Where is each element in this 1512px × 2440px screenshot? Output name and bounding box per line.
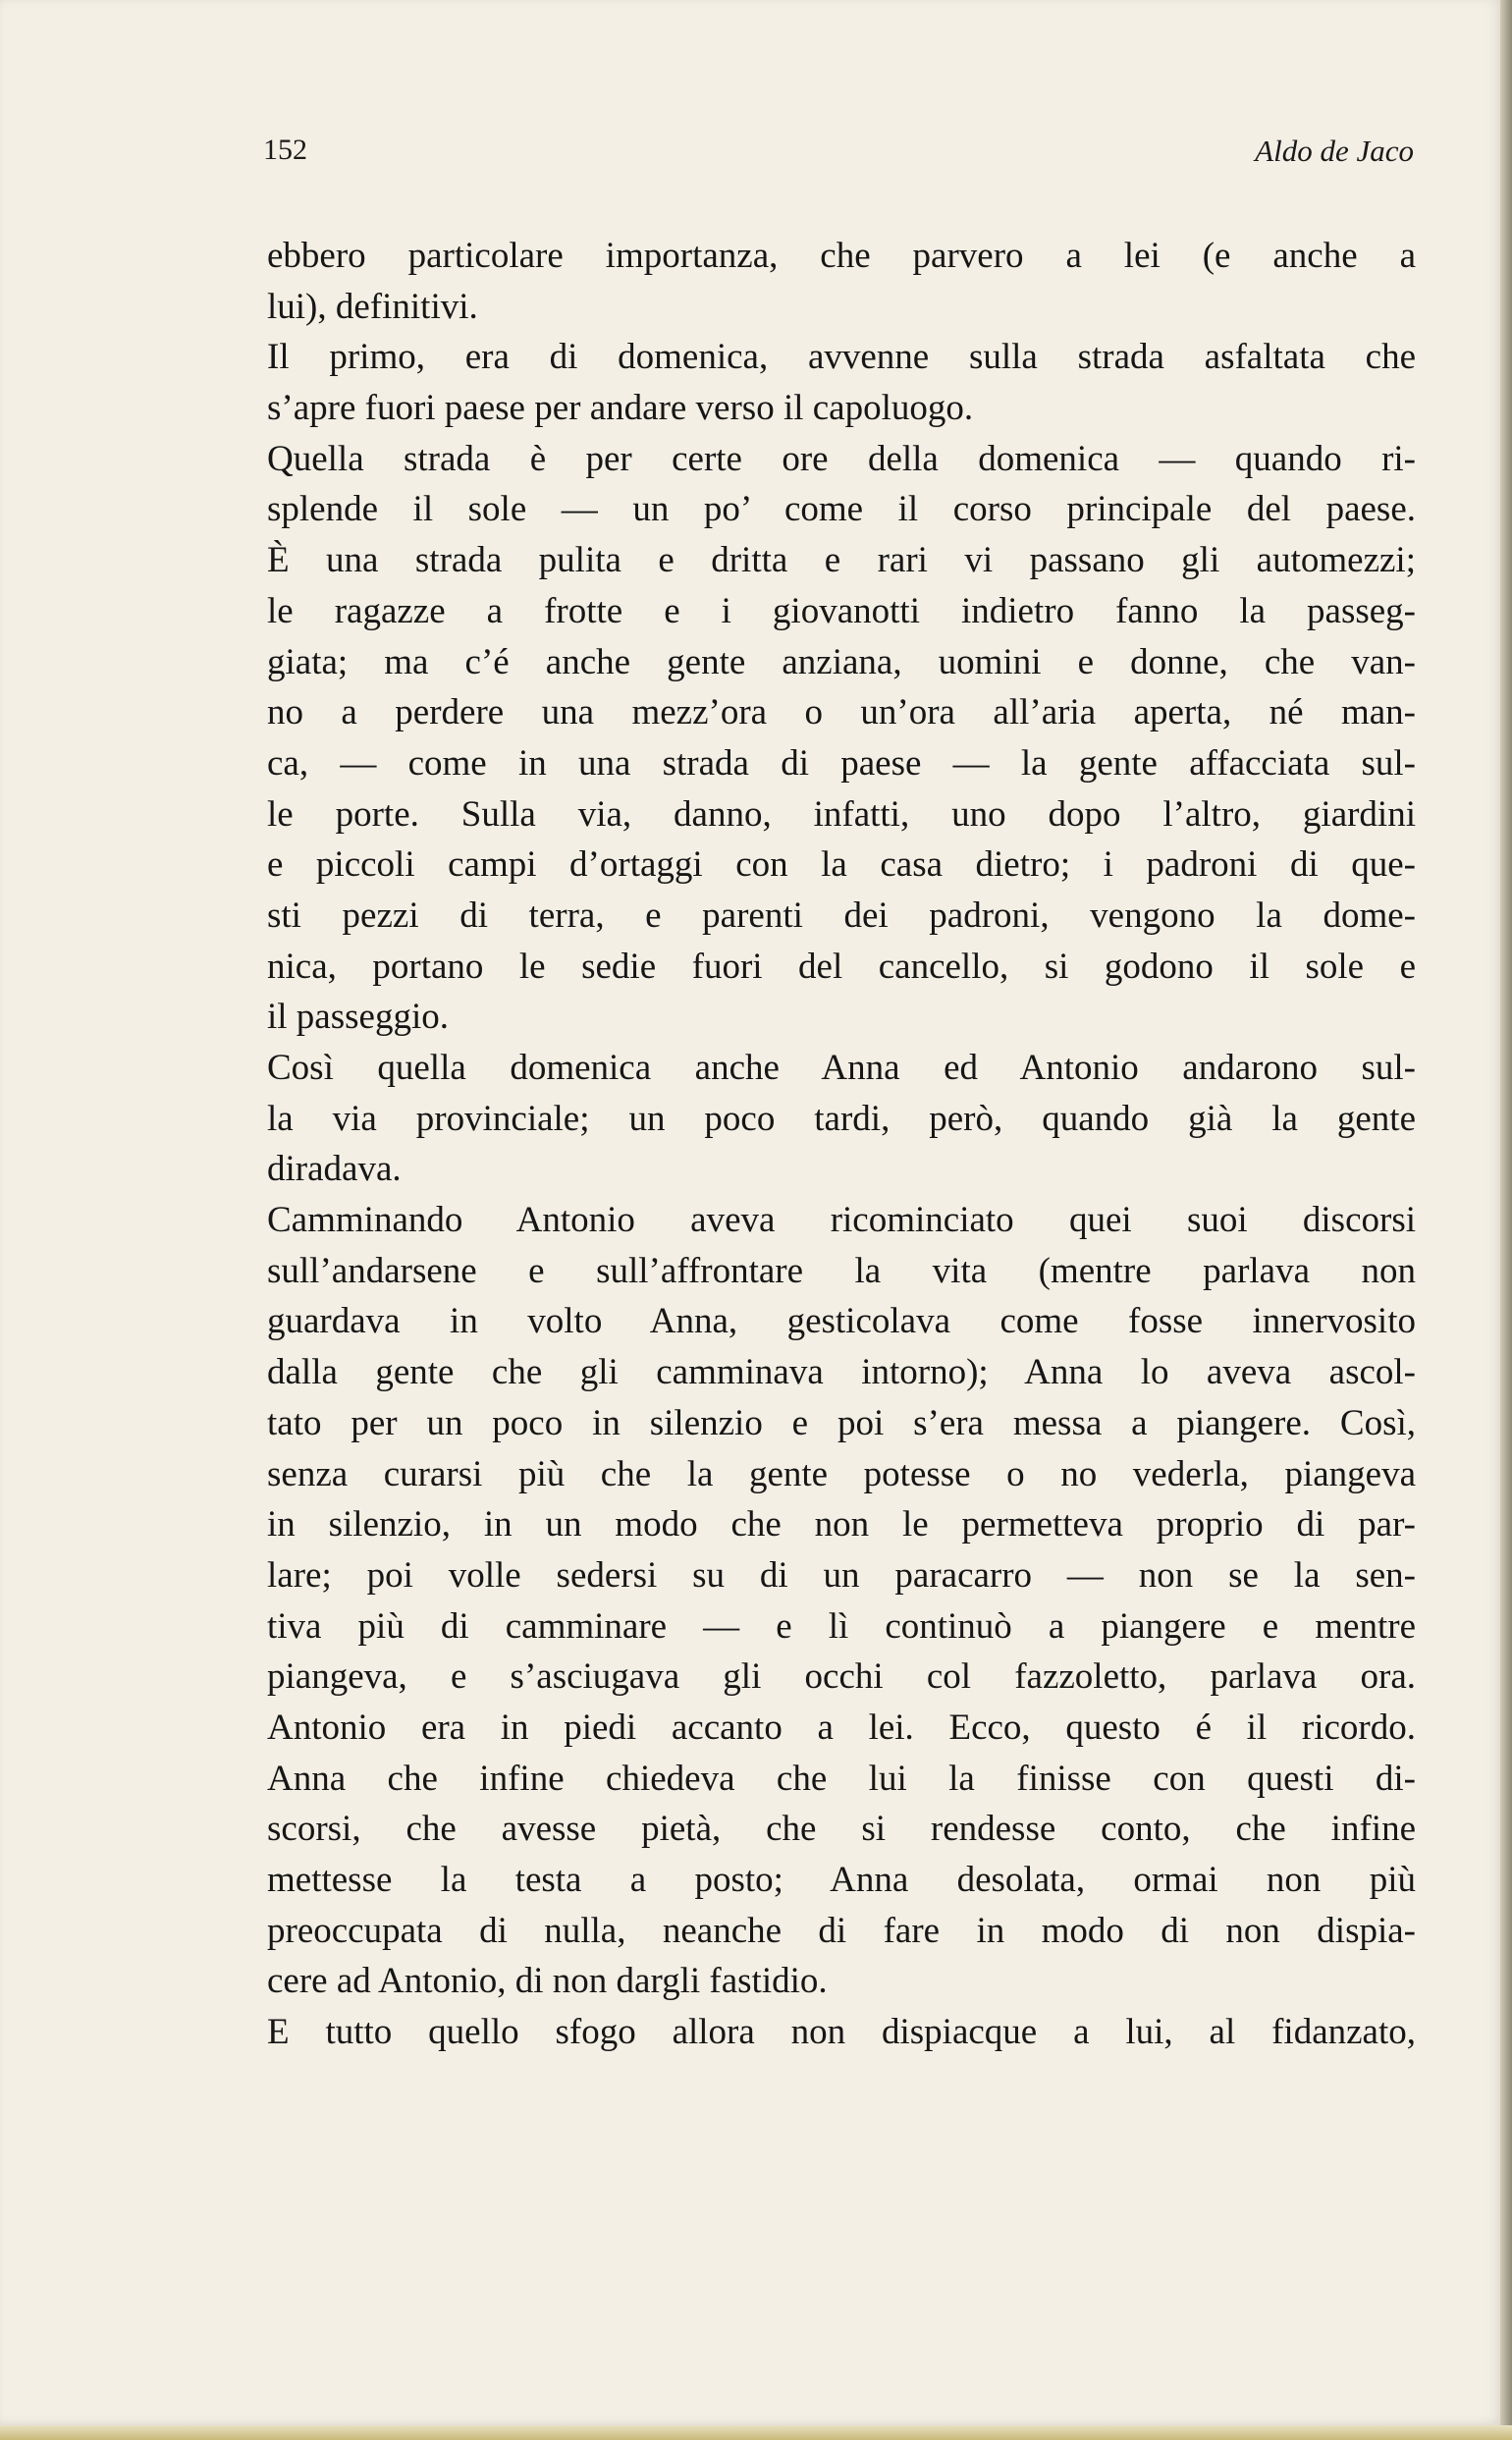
page-edge-bottom (0, 2425, 1512, 2440)
text-line: lui), definitivi. (267, 286, 478, 327)
text-line: la via provinciale; un poco tardi, però, quando già la gente (267, 1098, 1416, 1139)
running-head-author: Aldo de Jaco (1255, 134, 1414, 168)
text-line: piangeva, e s’asciugava gli occhi col fazzoletto, parlava ora. (267, 1656, 1416, 1698)
text-line: Anna che infine chiedeva che lui la finisse con questi di- (267, 1758, 1416, 1799)
text-line: tiva più di camminare — e lì continuò a piangere e mentre (267, 1605, 1416, 1647)
text-line: in silenzio, in un modo che non le permetteva proprio di par- (267, 1504, 1416, 1545)
text-line: cere ad Antonio, di non dargli fastidio. (267, 1961, 828, 2002)
text-line: sull’andarsene e sull’affrontare la vita (mentre parlava non (267, 1250, 1416, 1291)
text-line: tato per un poco in silenzio e poi s’era messa a piangere. Così, (267, 1402, 1416, 1443)
text-line: preoccupata di nulla, neanche di fare in modo di non dispia- (267, 1910, 1416, 1951)
text-line: nica, portano le sedie fuori del cancello, si godono il sole e (267, 946, 1416, 987)
text-line: scorsi, che avesse pietà, che si rendesse conto, che infine (267, 1809, 1416, 1850)
text-line: no a perdere una mezz’ora o un’ora all’aria aperta, né man- (267, 692, 1416, 733)
text-line: s’apre fuori paese per andare verso il capoluogo. (267, 388, 974, 429)
text-line: Il primo, era di domenica, avvenne sulla strada asfaltata che (267, 337, 1416, 378)
text-line: È una strada pulita e dritta e rari vi passano gli automezzi; (267, 540, 1416, 581)
text-line: e piccoli campi d’ortaggi con la casa dietro; i padroni di que- (267, 844, 1416, 886)
page-edge-right (1500, 0, 1512, 2440)
text-line: diradava. (267, 1149, 402, 1190)
text-line: giata; ma c’é anche gente anziana, uomini e donne, che van- (267, 641, 1416, 682)
text-line: senza curarsi più che la gente potesse o no vederla, piangeva (267, 1453, 1416, 1494)
text-line: Quella strada è per certe ore della domenica — quando ri- (267, 438, 1416, 479)
text-line: Antonio era in piedi accanto a lei. Ecco, questo é il ricordo. (267, 1707, 1416, 1748)
text-line: ca, — come in una strada di paese — la gente affacciata sul- (267, 742, 1416, 784)
text-line: E tutto quello sfogo allora non dispiacque a lui, al fidanzato, (267, 2012, 1416, 2053)
text-line: guardava in volto Anna, gesticolava come fosse innervosito (267, 1301, 1416, 1342)
text-line: mettesse la testa a posto; Anna desolata, ormai non più (267, 1860, 1416, 1900)
text-line: ebbero particolare importanza, che parvero a lei (e anche a (267, 236, 1416, 276)
text-line: le porte. Sulla via, danno, infatti, uno dopo l’altro, giardini (267, 793, 1416, 835)
page-number: 152 (263, 134, 307, 166)
page-header (263, 134, 1414, 173)
text-line: dalla gente che gli camminava intorno); Anna lo aveva ascol- (267, 1352, 1416, 1393)
text-line: le ragazze a frotte e i giovanotti indietro fanno la passeg- (267, 590, 1416, 631)
text-line: Camminando Antonio aveva ricominciato quei suoi discorsi (267, 1200, 1416, 1241)
body-text (267, 231, 1416, 2058)
text-line: sti pezzi di terra, e parenti dei padroni, vengono la dome- (267, 895, 1416, 936)
text-line: Così quella domenica anche Anna ed Antonio andarono sul- (267, 1048, 1416, 1088)
text-line: lare; poi volle sedersi su di un paracarro — non se la sen- (267, 1554, 1416, 1596)
text-line: splende il sole — un po’ come il corso principale del paese. (267, 489, 1416, 530)
text-line: il passeggio. (267, 997, 449, 1038)
